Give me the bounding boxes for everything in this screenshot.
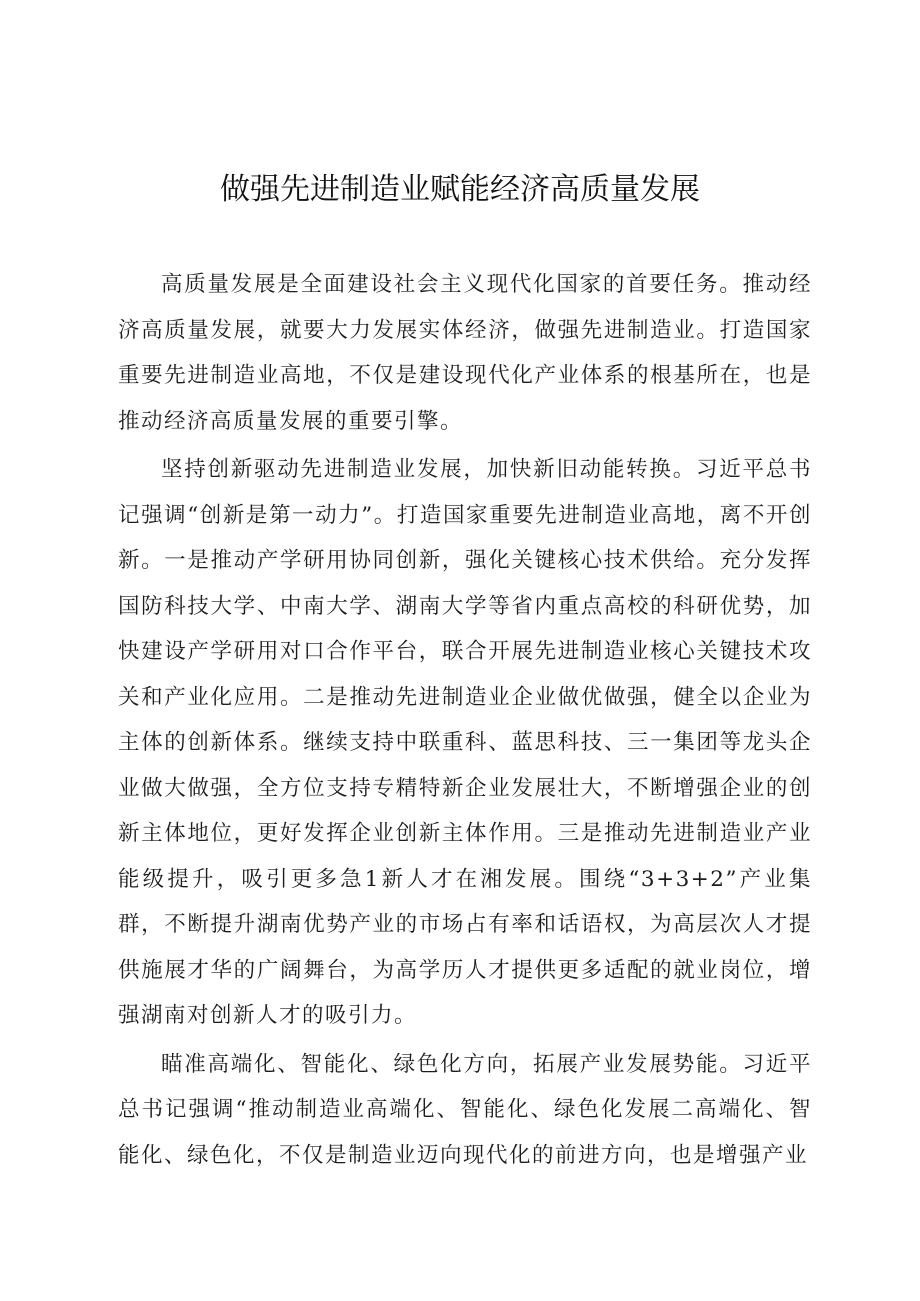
- paragraph-high-end: 瞄准高端化、智能化、绿色化方向，拓展产业发展势能。习近平总书记强调“推动制造业高端化、智能化、绿色化发展二高端化、智能化、绿色化，不仅是制造业迈向现代化的前进方向，也是增强产业: [118, 1051, 812, 1168]
- paragraph-intro: 高质量发展是全面建设社会主义现代化国家的首要任务。推动经济高质量发展，就要大力发展实体经济，做强先进制造业。打造国家重要先进制造业高地，不仅是建设现代化产业体系的根基所在，也是推动经济高质量发展的重要引擎。: [118, 272, 812, 434]
- paragraph-innovation: 坚持创新驱动先进制造业发展，加快新旧动能转换。习近平总书记强调“创新是第一动力”。打造国家重要先进制造业高地，离不开创新。一是推动产学研用协同创新，强化关键核心技术供给。充分发挥国防科技大学、中南大学、湖南大学等省内重点高校的科研优势，加快建设产学研用对口合作平台，联合开展先进制造业核心关键技术攻关和产业化应用。二是推动先进制造业企业做优做强，健全以企业为主体的创新体系。继续支持中联重科、蓝思科技、三一集团等龙头企业做大做强，全方位支持专精特新企业发展壮大，不断增强企业的创新主体地位，更好发挥企业创新主体作用。三是推动先进制造业产业能级提升，吸引更多急1新人才在湘发展。围绕“3+3+2”产业集群，不断提升湖南优势产业的市场占有率和话语权，为高层次人才提供施展才华的广阔舞台，为高学历人才提供更多适配的就业岗位，增强湖南对创新人才的吸引力。: [118, 457, 812, 1028]
- document-body: [118, 262, 812, 1181]
- document-title: 做强先进制造业赋能经济高质量发展: [220, 172, 700, 207]
